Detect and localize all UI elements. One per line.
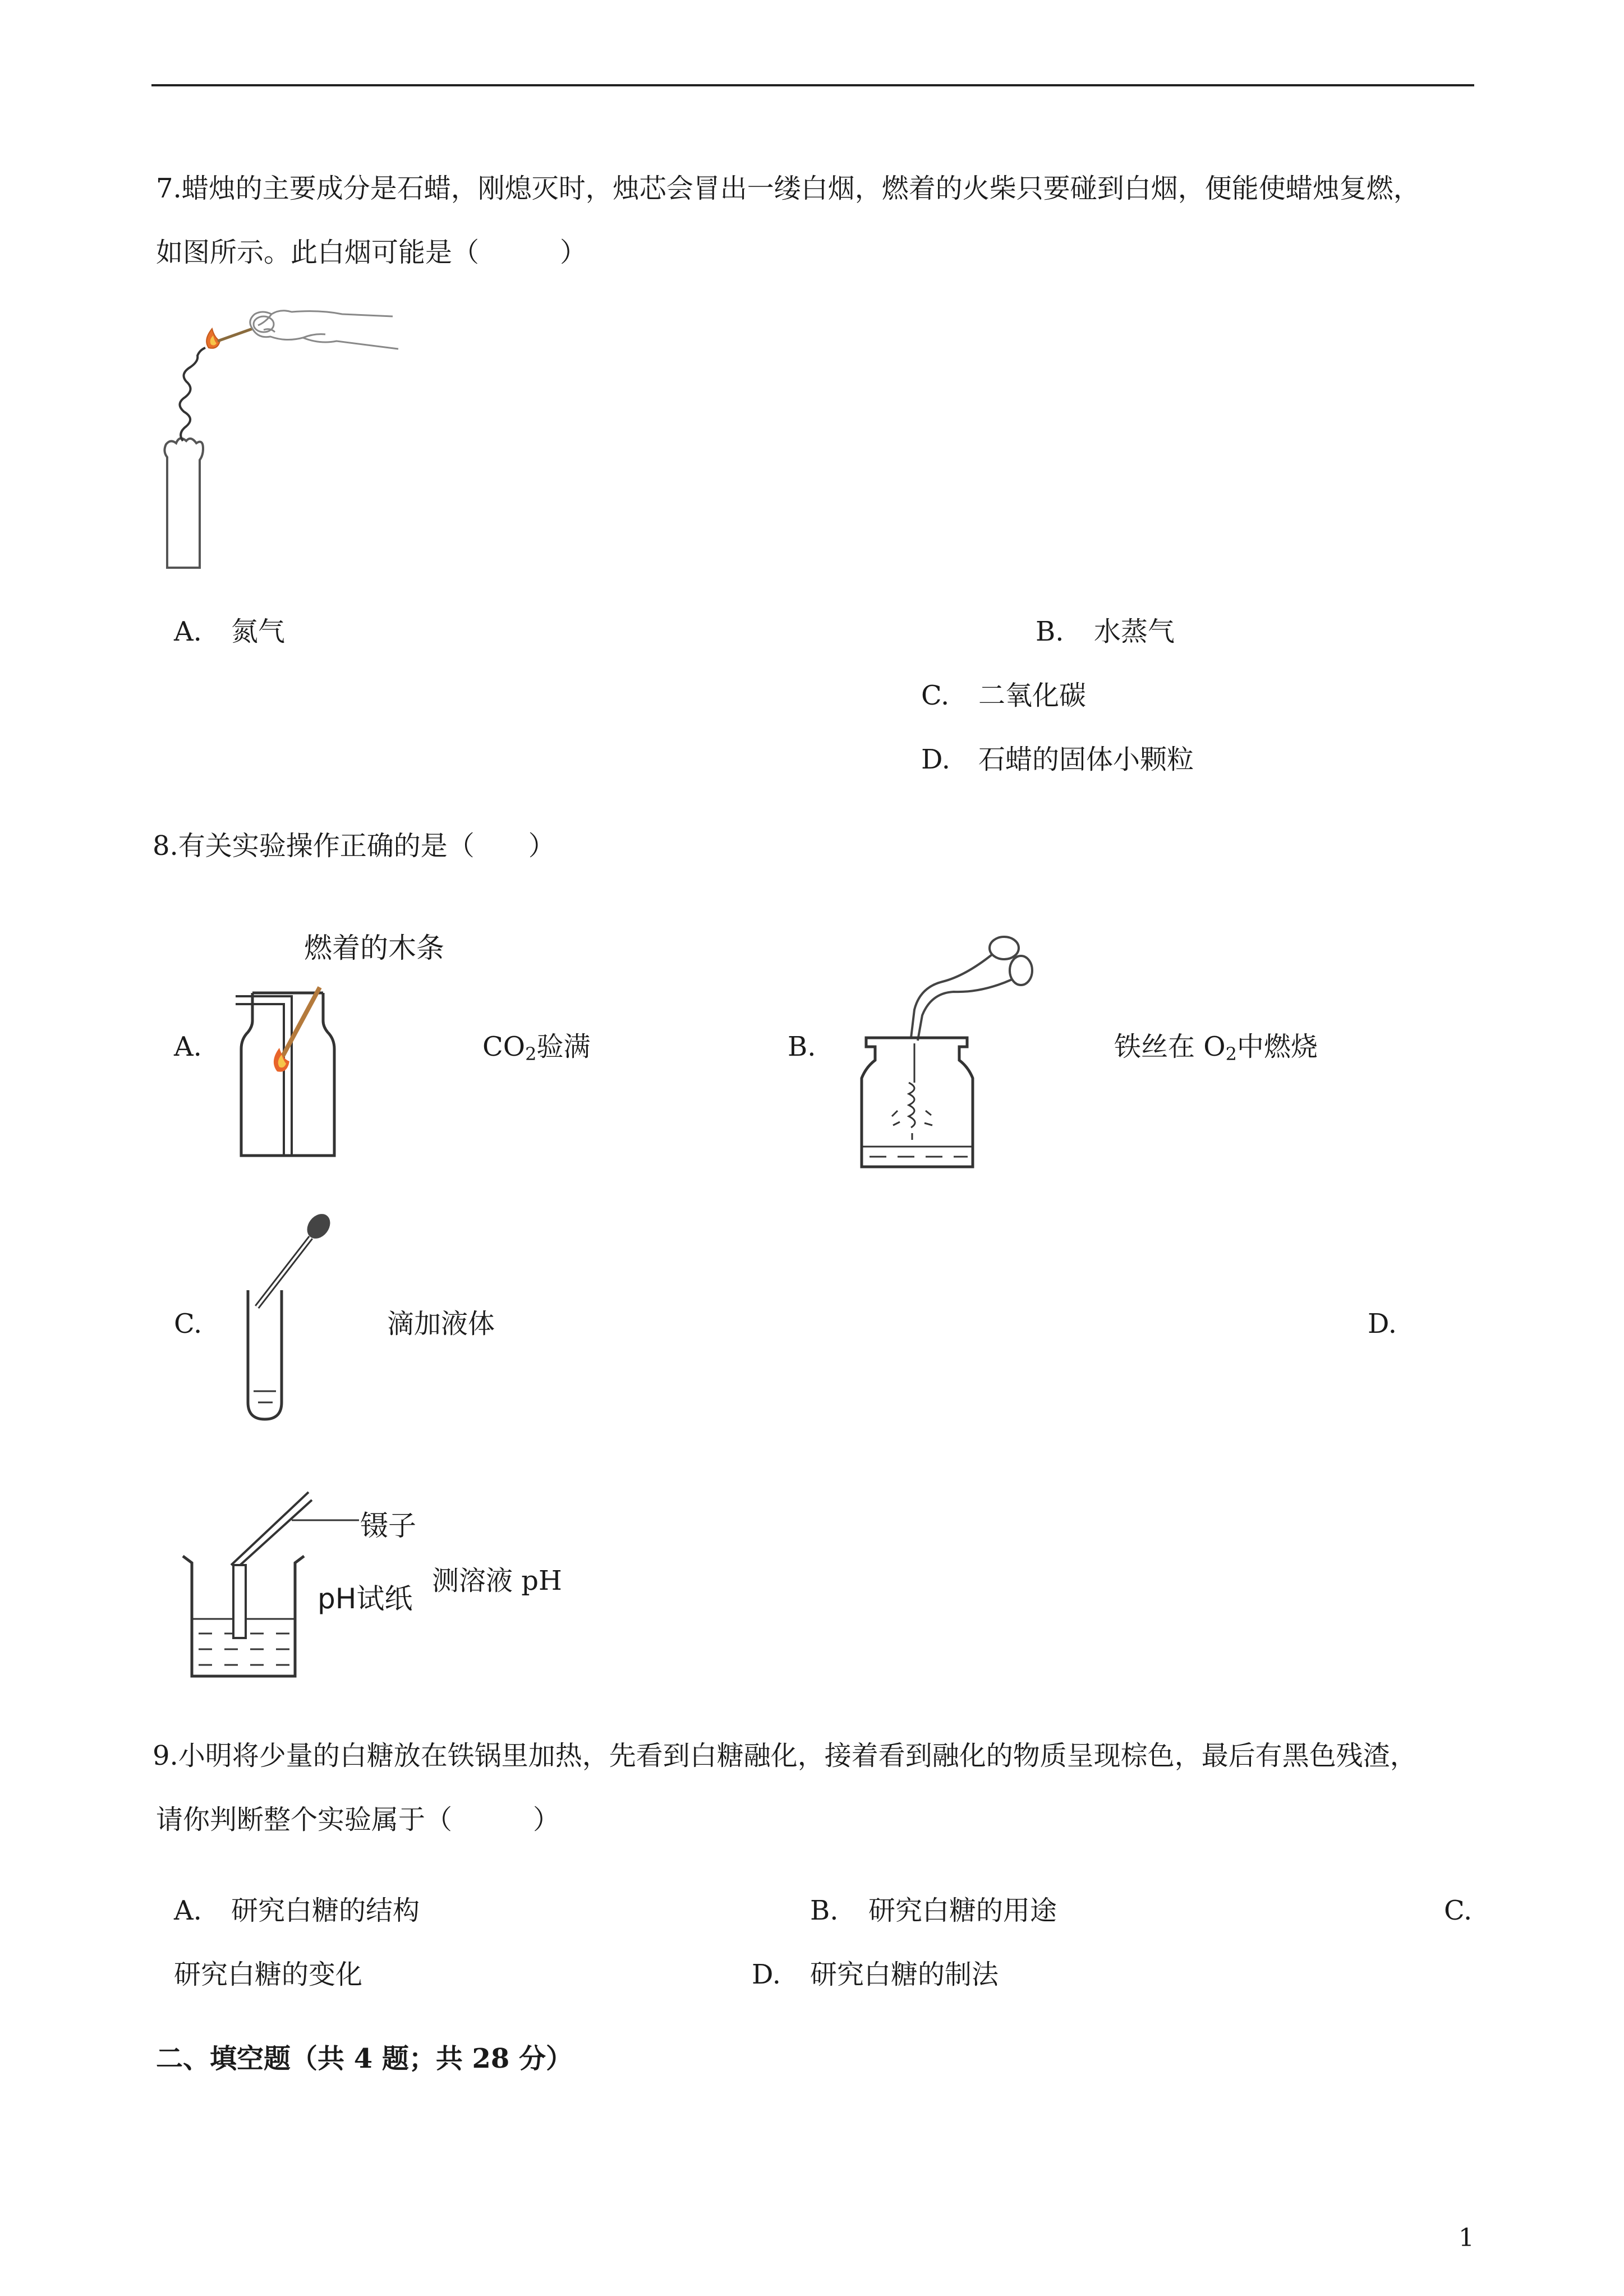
co2-test-figure [236, 982, 370, 1167]
q9-option-c-text: 研究白糖的变化 [174, 1959, 363, 1990]
q9-option-c-letter: C. [1444, 1895, 1473, 1926]
q9-option-a-text: 研究白糖的结构 [231, 1895, 420, 1926]
q8-option-a-letter: A. [174, 1031, 202, 1062]
q8-option-d-text: 测溶液 pH [432, 1565, 562, 1596]
q9-option-b-text: 研究白糖的用途 [868, 1895, 1057, 1926]
q9-option-d-text: 研究白糖的制法 [810, 1959, 999, 1990]
dropper-figure [241, 1212, 337, 1425]
q7-option-c-text: 二氧化碳 [978, 680, 1087, 711]
ph-test-figure [180, 1487, 314, 1688]
section-heading: 二、填空题（共 4 题；共 28 分） [156, 2043, 573, 2074]
candle-relight-figure [151, 309, 410, 578]
iron-wire-figure [853, 926, 1043, 1172]
q7-option-a-letter: A. [174, 616, 202, 647]
q9-stem-line2: 请你判断整个实验属于（ ） [156, 1804, 560, 1835]
q7-option-d-letter: D. [921, 744, 951, 775]
q8-option-b-text: 铁丝在 $O_2$中燃烧 [1114, 1031, 1318, 1065]
q8-fig-d-label-tweezers: 镊子 [360, 1510, 416, 1542]
header-rule [151, 84, 1474, 86]
q7-option-c-letter: C. [921, 680, 950, 711]
q7-option-a-text: 氮气 [231, 616, 286, 647]
q7-stem-line2: 如图所示。此白烟可能是（ ） [156, 237, 587, 268]
q8-stem: 8.有关实验操作正确的是（ ） [153, 830, 555, 862]
q7-option-b-letter: B. [1036, 616, 1064, 647]
q7-stem-line1: 7.蜡烛的主要成分是石蜡，刚熄灭时，烛芯会冒出一缕白烟，燃着的火柴只要碰到白烟，便能使蜡烛复燃， [156, 173, 1420, 204]
q9-option-d-letter: D. [752, 1959, 781, 1990]
q8-fig-d-label-paper: pH试纸 [318, 1582, 413, 1615]
q9-stem-line1: 9.小明将少量的白糖放在铁锅里加热，先看到白糖融化，接着看到融化的物质呈现棕色，最后有黑色残渣， [153, 1740, 1417, 1772]
q7-option-d-text: 石蜡的固体小颗粒 [978, 744, 1194, 775]
q8-option-d-letter: D. [1368, 1308, 1397, 1340]
q8-option-c-letter: C. [174, 1308, 203, 1340]
q8-option-c-text: 滴加液体 [387, 1308, 495, 1340]
q8-option-a-text: $CO_2$验满 [482, 1031, 591, 1065]
q8-fig-a-label: 燃着的木条 [304, 932, 444, 964]
q7-option-b-text: 水蒸气 [1094, 616, 1175, 647]
q9-option-a-letter: A. [174, 1895, 202, 1926]
q8-option-b-letter: B. [788, 1031, 816, 1062]
page-number: 1 [1459, 2224, 1474, 2252]
q9-option-b-letter: B. [810, 1895, 839, 1926]
